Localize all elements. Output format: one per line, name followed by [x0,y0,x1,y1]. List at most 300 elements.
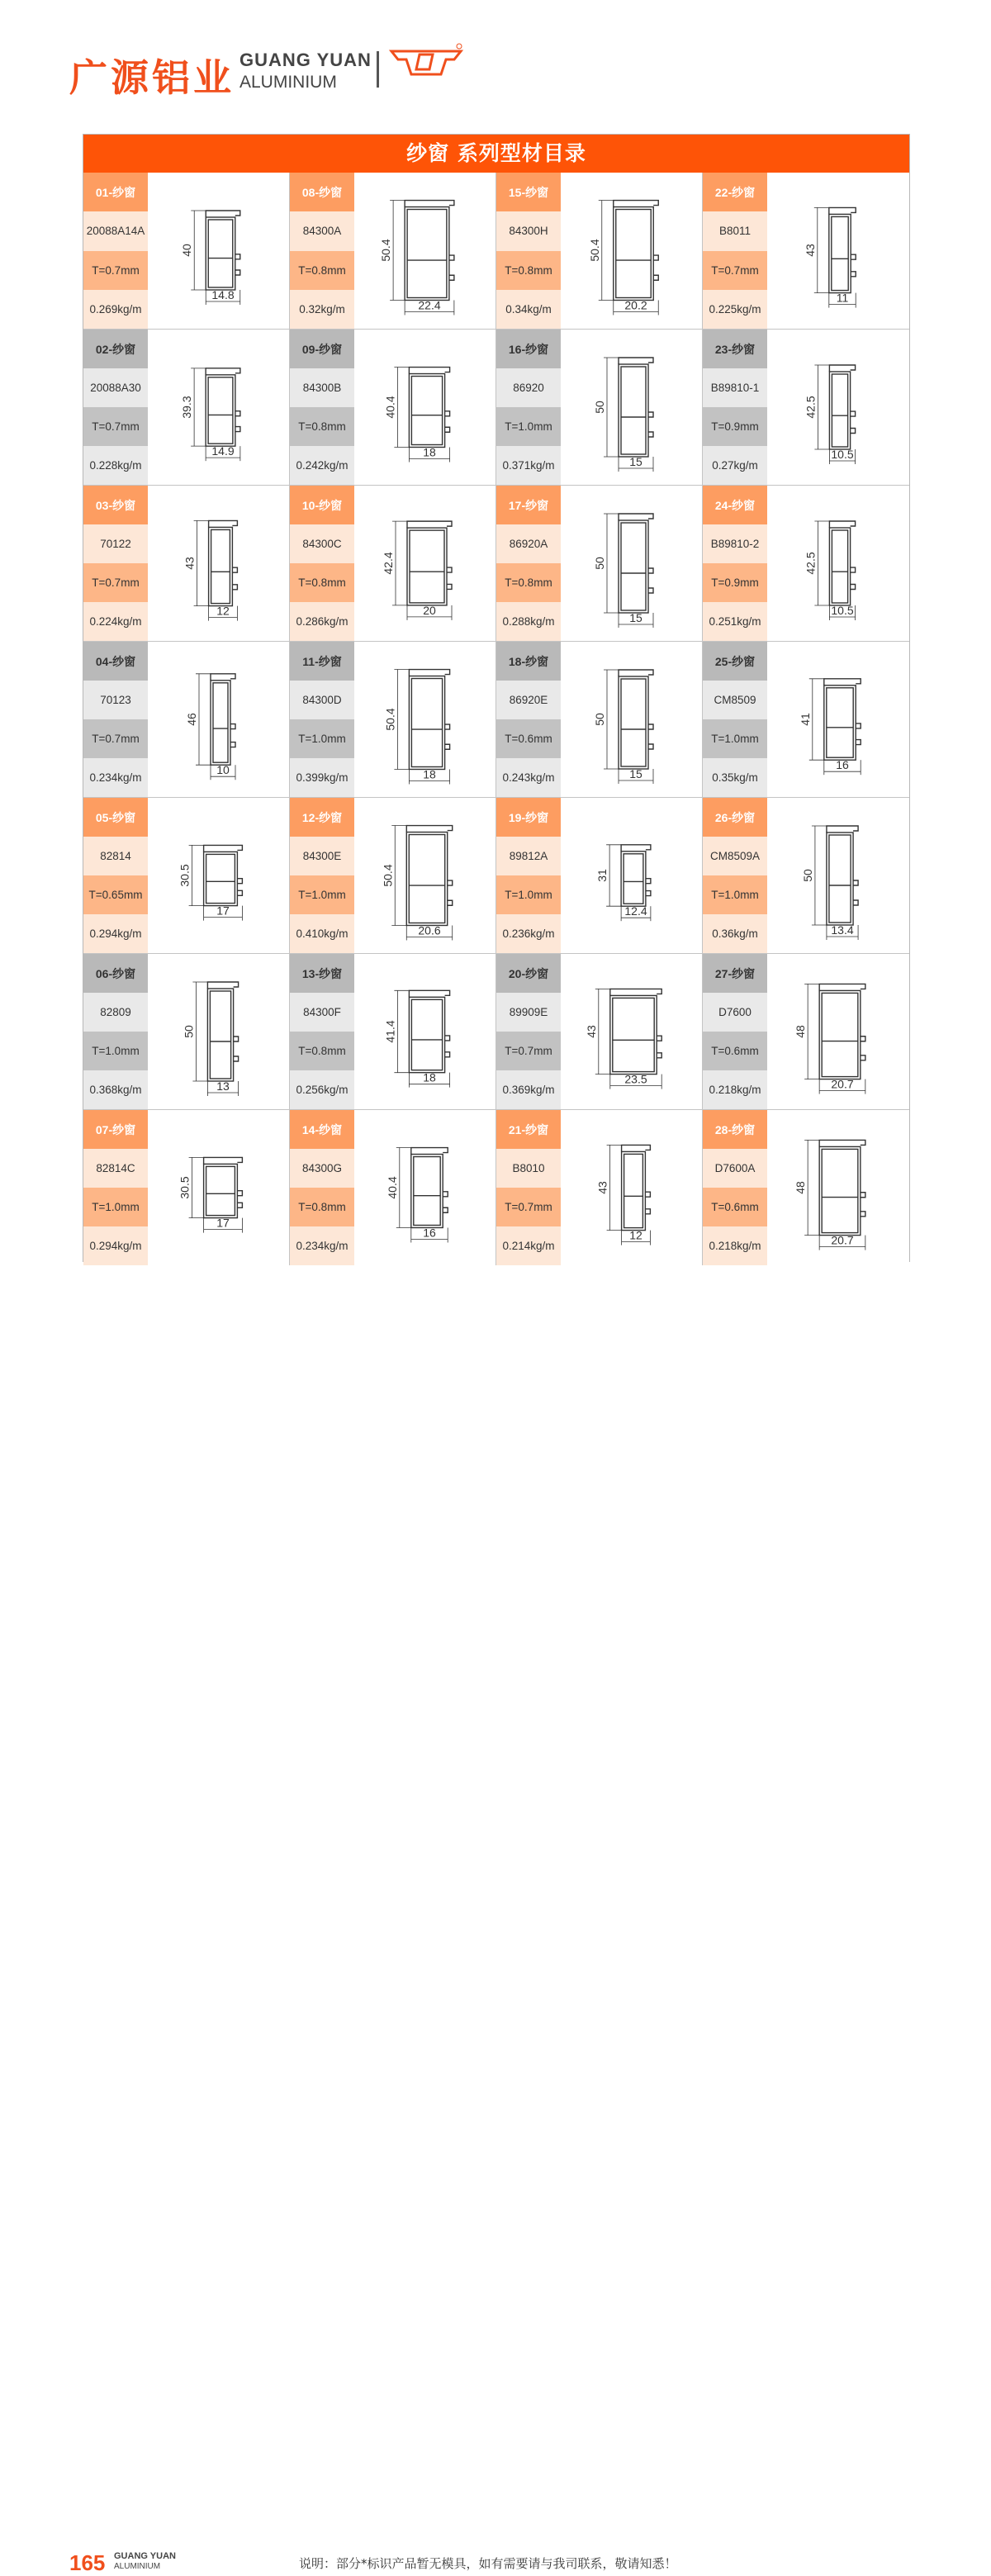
profile-drawing [354,173,496,329]
profile-side-rib [856,723,861,728]
profile-inner-wall [616,210,651,298]
profile-cell [83,953,290,1109]
profile-side-rib [445,724,450,729]
profile-body [406,833,447,926]
profile-model: 20088A14A [83,211,148,250]
profile-index: 09-纱窗 [290,330,354,368]
height-dimension-label: 39.3 [180,396,194,419]
height-dimension-label: 40.4 [383,396,397,419]
width-dimension-label: 15 [629,611,642,624]
profile-inner-wall [624,1154,643,1227]
profile-info [83,1110,148,1265]
profile-cell [703,173,909,329]
height-dimension-label: 42.5 [804,396,818,419]
profile-info [496,1110,561,1265]
profile-cell [703,485,909,641]
profile-section-diagram [354,486,496,641]
profile-side-rib [237,879,242,884]
profile-outline [407,521,452,605]
profile-index: 25-纱窗 [703,642,767,681]
profile-thickness: T=0.8mm [290,407,354,446]
profile-inner-wall [407,210,447,298]
profile-inner-wall [624,854,643,904]
profile-side-rib [851,254,856,259]
profile-side-rib [645,1192,650,1197]
profile-model: B89810-1 [703,368,767,407]
width-dimension-label: 12 [629,1228,642,1242]
profile-drawing [148,173,289,329]
profile-outline [619,514,653,613]
profile-top-lip [204,1157,243,1164]
profile-body [622,1151,646,1230]
profile-thickness: T=0.6mm [703,1188,767,1226]
profile-cell [703,953,909,1109]
width-dimension-label: 16 [423,1226,436,1240]
profile-section-diagram [767,954,909,1109]
profile-weight: 0.234kg/m [290,1226,354,1265]
profile-side-rib [445,1052,450,1057]
profile-weight: 0.35kg/m [703,758,767,797]
profile-side-rib [234,1056,239,1061]
profile-side-rib [648,588,653,593]
profile-weight: 0.225kg/m [703,290,767,329]
profile-section-diagram [354,1110,496,1265]
catalog-title: 纱窗 系列型材目录 [83,135,909,173]
profile-body [819,1146,861,1235]
profile-body [409,374,444,448]
profile-body [206,375,235,446]
profile-index: 08-纱窗 [290,173,354,211]
footer-brand-subtitle: ALUMINIUM [114,2562,161,2571]
profile-cell [496,953,703,1109]
profile-drawing [767,173,909,329]
profile-outline [824,679,861,760]
profile-inner-wall [208,377,233,444]
profile-top-lip [411,1148,448,1155]
profile-outline [829,207,856,292]
profile-index: 07-纱窗 [83,1110,148,1149]
width-dimension-label: 18 [423,445,436,459]
profile-index: 20-纱窗 [496,954,561,993]
profile-drawing [354,330,496,485]
profile-side-rib [235,270,240,275]
profile-inner-wall [832,374,847,447]
profile-inner-wall [621,523,646,610]
profile-weight: 0.251kg/m [703,602,767,641]
profile-drawing [561,798,702,953]
profile-weight: 0.243kg/m [496,758,561,797]
profile-section-diagram [354,954,496,1109]
profile-index: 02-纱窗 [83,330,148,368]
profile-top-lip [407,521,452,528]
height-dimension-label: 40 [180,244,194,257]
profile-index: 26-纱窗 [703,798,767,837]
profile-top-lip [819,1140,865,1146]
width-dimension-label: 20.7 [831,1077,854,1091]
profile-section-diagram [561,798,703,953]
profile-outline [405,201,454,301]
profile-top-lip [409,670,449,676]
profile-weight: 0.32kg/m [290,290,354,329]
profile-top-lip [621,845,651,852]
profile-thickness: T=0.7mm [496,1032,561,1070]
profile-side-rib [851,411,856,416]
profile-body [407,528,447,605]
width-dimension-label: 18 [423,767,436,781]
profile-model: 82814C [83,1149,148,1188]
profile-side-rib [445,1036,450,1041]
profile-inner-wall [211,529,230,603]
profile-model: 84300B [290,368,354,407]
profile-thickness: T=1.0mm [83,1188,148,1226]
height-dimension-label: 50 [800,869,814,882]
profile-side-rib [861,1056,865,1060]
profile-side-rib [443,1192,448,1197]
height-dimension-label: 46 [185,713,198,726]
profile-weight: 0.256kg/m [290,1070,354,1109]
profile-body [829,528,850,605]
profile-side-rib [653,255,658,260]
profile-inner-wall [613,998,654,1071]
profile-thickness: T=0.7mm [703,251,767,290]
profile-top-lip [827,826,858,833]
profile-section-diagram [148,173,290,328]
height-dimension-label: 31 [595,869,609,882]
profile-weight: 0.228kg/m [83,446,148,485]
profile-section-diagram [148,642,290,797]
height-dimension-label: 40.4 [385,1176,399,1199]
profile-weight: 0.214kg/m [496,1226,561,1265]
profile-drawing [561,1110,702,1265]
profile-inner-wall [827,688,853,757]
profile-drawing [767,798,909,953]
profile-side-rib [235,254,240,259]
profile-section-diagram [561,642,703,797]
profile-top-lip [204,845,243,852]
profile-thickness: T=1.0mm [290,719,354,758]
profile-outline [211,674,235,765]
profile-section-diagram [148,1110,290,1265]
profile-thickness: T=0.9mm [703,563,767,602]
profile-thickness: T=0.6mm [496,719,561,758]
profile-top-lip [619,514,653,520]
profile-drawing [561,642,702,797]
brand-divider [377,51,379,88]
profile-weight: 0.369kg/m [496,1070,561,1109]
profile-side-rib [237,890,242,895]
profile-cell [290,173,496,329]
profile-inner-wall [414,1157,440,1226]
profile-side-rib [445,411,450,416]
profile-weight: 0.294kg/m [83,914,148,953]
profile-info [703,173,767,329]
profile-top-lip [405,201,454,207]
width-dimension-label: 20.7 [831,1233,854,1247]
height-dimension-label: 50 [593,557,606,570]
width-dimension-label: 10 [216,763,230,777]
profile-inner-wall [213,683,228,762]
page-number: 165 [69,2550,106,2575]
profile-thickness: T=1.0mm [496,407,561,446]
profile-catalog-table [83,134,910,1262]
profile-drawing [354,1110,496,1265]
profile-thickness: T=0.8mm [290,251,354,290]
profile-info [703,1110,767,1265]
profile-outline [209,520,238,605]
profile-index: 21-纱窗 [496,1110,561,1149]
profile-outline [206,211,240,290]
profile-section-diagram [148,330,290,485]
profile-side-rib [445,744,450,749]
profile-cell [83,797,290,953]
profile-weight: 0.286kg/m [290,602,354,641]
profile-thickness: T=0.7mm [496,1188,561,1226]
profile-side-rib [234,1037,239,1041]
profile-outline [409,990,449,1072]
profile-body [209,527,233,605]
profile-thickness: T=1.0mm [290,875,354,914]
profile-drawing [148,798,289,953]
profile-drawing [561,486,702,641]
profile-index: 27-纱窗 [703,954,767,993]
profile-info [496,486,561,641]
profile-side-rib [648,724,653,729]
profile-model: 84300D [290,681,354,719]
profile-side-rib [856,740,861,745]
profile-cell [290,797,496,953]
profile-index: 17-纱窗 [496,486,561,524]
width-dimension-label: 12.4 [624,904,647,918]
profile-body [204,1164,238,1217]
profile-info [496,173,561,329]
profile-section-diagram [767,330,909,485]
profile-inner-wall [832,216,848,290]
page-footer [0,1272,991,2575]
profile-model: 70123 [83,681,148,719]
profile-body [411,1155,443,1228]
profile-side-rib [447,567,452,572]
height-dimension-label: 50 [593,401,606,414]
profile-cell [496,1109,703,1265]
profile-cell [496,173,703,329]
profile-top-lip [409,368,449,374]
profile-thickness: T=0.7mm [83,251,148,290]
height-dimension-label: 48 [794,1181,808,1194]
width-dimension-label: 15 [629,767,642,780]
profile-outline [622,1145,651,1230]
profile-side-rib [445,427,450,432]
profile-info [496,954,561,1109]
profile-outline [409,368,449,448]
profile-cell [290,641,496,797]
height-dimension-label: 42.4 [382,552,395,575]
profile-side-rib [449,275,454,280]
profile-section-diagram [561,173,703,328]
brand-name-english: GUANG YUAN [239,50,372,70]
profile-model: 84300H [496,211,561,250]
height-dimension-label: 43 [595,1181,609,1194]
profile-model: 84300E [290,837,354,875]
profile-weight: 0.224kg/m [83,602,148,641]
brand-subtitle-english: ALUMINIUM [239,73,337,92]
profile-body [614,207,653,301]
height-dimension-label: 42.5 [804,552,818,575]
profile-body [619,676,648,769]
profile-side-rib [861,1193,865,1198]
profile-thickness: T=0.8mm [290,563,354,602]
profile-side-rib [449,255,454,260]
profile-side-rib [448,880,453,885]
profile-cell [496,329,703,485]
profile-index: 10-纱窗 [290,486,354,524]
height-dimension-label: 41 [798,713,812,726]
profile-side-rib [853,880,858,885]
profile-cell [83,641,290,797]
height-dimension-label: 48 [794,1025,808,1038]
profile-drawing [767,954,909,1109]
profile-thickness: T=0.8mm [290,1188,354,1226]
profile-inner-wall [832,530,847,603]
profile-drawing [148,486,289,641]
profile-model: 86920E [496,681,561,719]
profile-body [621,852,646,906]
height-dimension-label: 50.4 [379,239,393,262]
profile-side-rib [235,427,240,432]
profile-body [405,207,449,301]
profile-outline [409,670,449,770]
profile-inner-wall [411,679,442,767]
profile-side-rib [648,744,653,749]
profile-model: 86920A [496,524,561,563]
profile-drawing [561,173,702,329]
profile-drawing [561,330,702,485]
profile-drawing [561,954,702,1109]
profile-drawing [148,954,289,1109]
profile-inner-wall [829,835,851,923]
profile-body [207,989,233,1081]
width-dimension-label: 14.8 [211,288,235,301]
profile-drawing [148,642,289,797]
profile-side-rib [232,585,237,590]
profile-model: 84300C [290,524,354,563]
dimension-lines [189,1157,243,1232]
profile-cell [496,485,703,641]
profile-cell [83,485,290,641]
width-dimension-label: 13.4 [831,923,854,937]
height-dimension-label: 43 [183,557,197,570]
profile-inner-wall [621,367,646,454]
profile-thickness: T=1.0mm [83,1032,148,1070]
page-header [0,0,991,116]
profile-drawing [148,1110,289,1265]
profile-thickness: T=0.8mm [290,1032,354,1070]
width-dimension-label: 17 [216,904,230,918]
profile-cell [496,797,703,953]
profile-side-rib [447,584,452,589]
profile-section-diagram [767,173,909,328]
height-dimension-label: 43 [803,244,817,257]
profile-index: 03-纱窗 [83,486,148,524]
profile-model: 82809 [83,993,148,1032]
width-dimension-label: 20.6 [418,923,441,937]
profile-section-diagram [561,1110,703,1265]
height-dimension-label: 41.4 [383,1020,397,1043]
height-dimension-label: 50.4 [381,864,395,887]
profile-side-rib [648,568,653,573]
profile-index: 22-纱窗 [703,173,767,211]
profile-inner-wall [411,999,442,1070]
profile-top-lip [207,982,238,989]
profile-thickness: T=0.7mm [83,719,148,758]
profile-side-rib [653,275,658,280]
width-dimension-label: 17 [216,1216,230,1230]
profile-model: 84300F [290,993,354,1032]
profile-thickness: T=0.8mm [496,563,561,602]
profile-weight: 0.218kg/m [703,1226,767,1265]
profile-section-diagram [354,330,496,485]
profile-outline [819,1140,865,1235]
profile-model: CM8509A [703,837,767,875]
profile-thickness: T=0.6mm [703,1032,767,1070]
profile-side-rib [648,432,653,437]
profile-top-lip [829,207,856,214]
profile-side-rib [853,900,858,905]
profile-info [290,330,354,485]
profile-body [819,990,861,1079]
profile-side-rib [230,742,235,747]
profile-inner-wall [411,377,442,445]
profile-section-diagram [767,642,909,797]
profile-drawing [354,486,496,641]
profile-top-lip [622,1145,651,1151]
profile-index: 23-纱窗 [703,330,767,368]
profile-top-lip [619,670,653,676]
width-dimension-label: 13 [216,1079,230,1093]
width-dimension-label: 20.2 [624,298,647,312]
profile-weight: 0.399kg/m [290,758,354,797]
profile-section-diagram [767,798,909,953]
profile-info [83,642,148,797]
profile-model: B89810-2 [703,524,767,563]
profile-weight: 0.27kg/m [703,446,767,485]
profile-info [703,798,767,953]
profile-side-rib [851,585,856,590]
profile-top-lip [409,990,449,997]
profile-info [496,798,561,953]
profile-side-rib [646,891,651,896]
height-dimension-label: 50.4 [383,708,397,731]
profile-drawing [148,330,289,485]
width-dimension-label: 22.4 [418,298,441,312]
profile-side-rib [232,567,237,572]
profile-body [829,214,851,292]
profile-index: 24-纱窗 [703,486,767,524]
profile-outline [829,365,855,449]
profile-thickness: T=0.8mm [496,251,561,290]
profile-inner-wall [409,835,444,923]
footer-brand-name: GUANG YUAN [114,2551,176,2561]
profile-top-lip [824,679,861,686]
profile-body [827,833,853,925]
profile-cell [290,953,496,1109]
profile-model: 89909E [496,993,561,1032]
profile-side-rib [230,724,235,729]
profile-side-rib [448,900,453,905]
profile-side-rib [657,1036,661,1041]
profile-top-lip [614,201,658,207]
profile-index: 16-纱窗 [496,330,561,368]
profile-drawing [767,330,909,485]
